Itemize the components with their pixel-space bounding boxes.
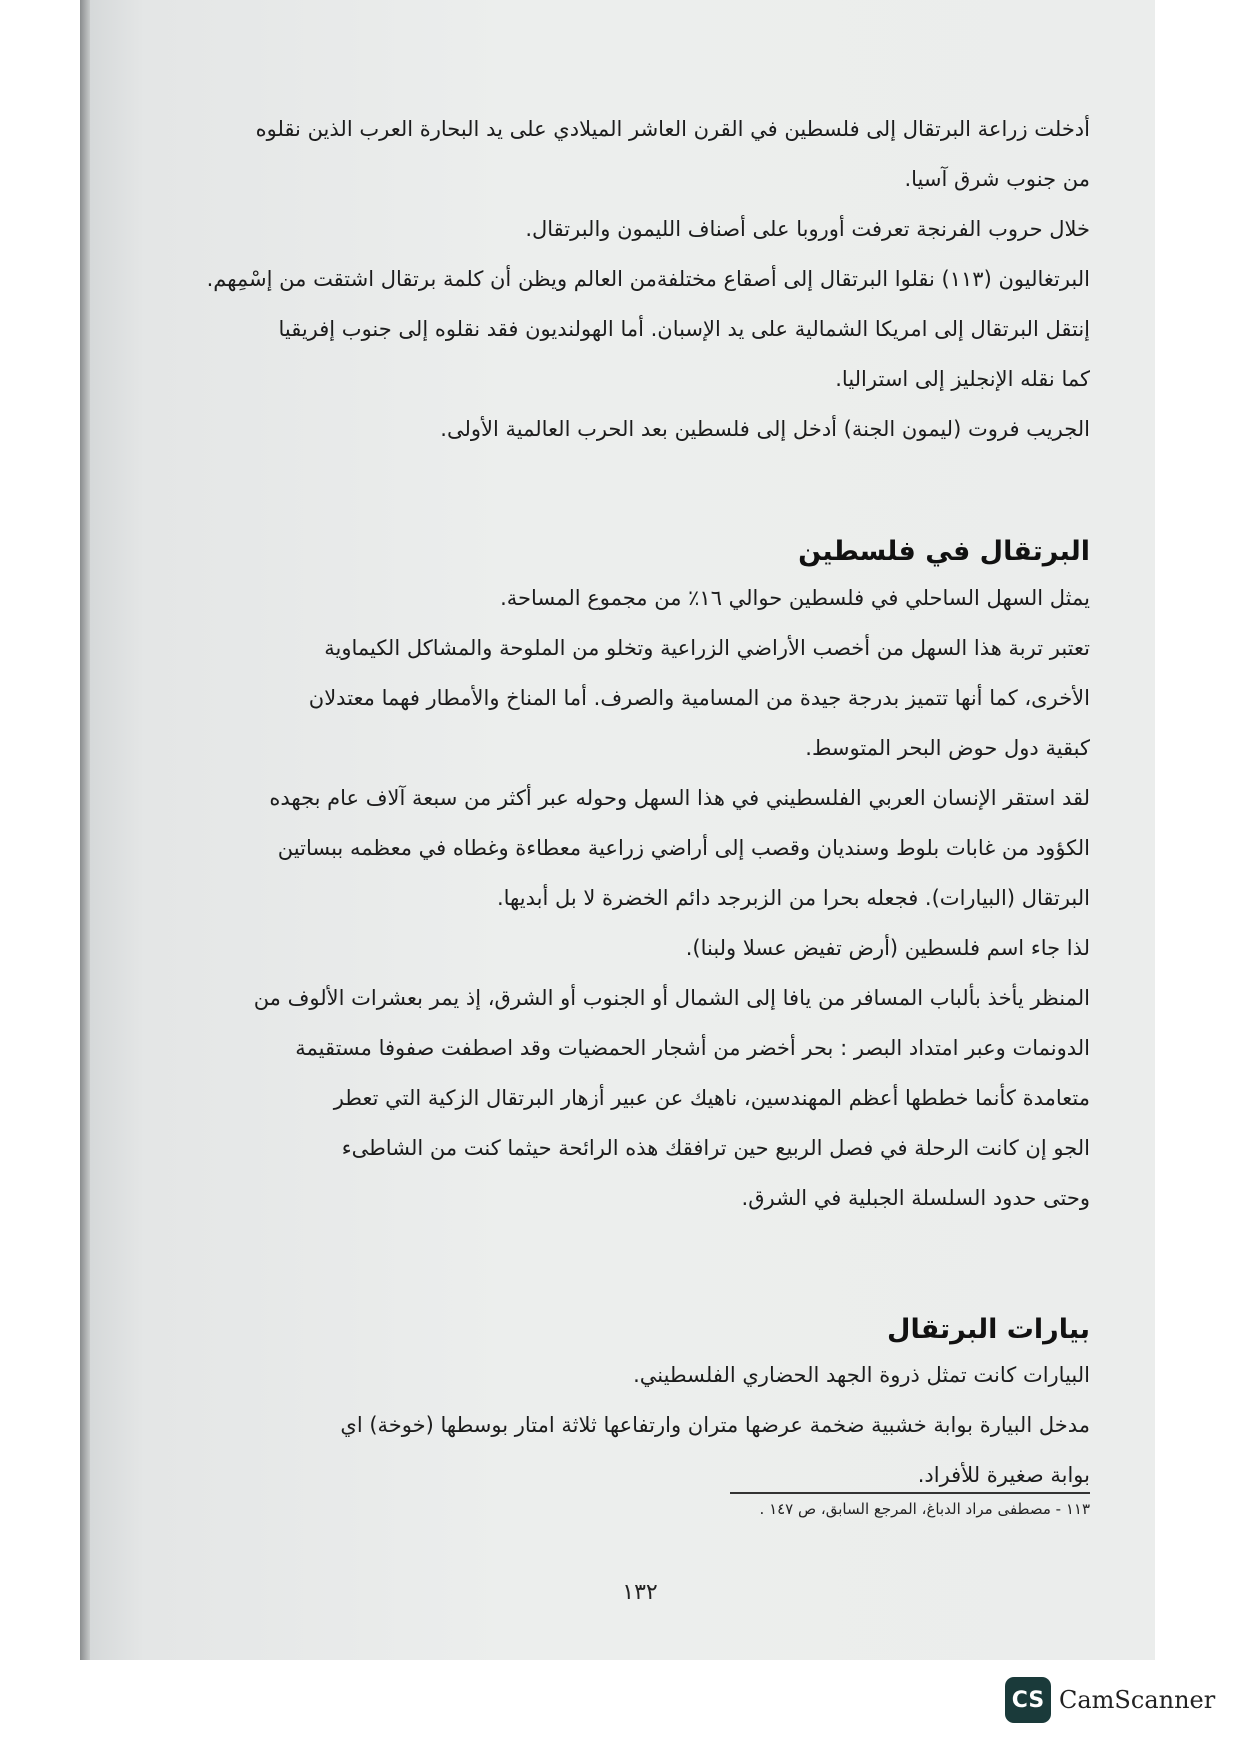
text-line: لذا جاء اسم فلسطين (أرض تفيض عسلا ولبنا). — [685, 936, 1090, 960]
text-line: أدخلت زراعة البرتقال إلى فلسطين في القرن العاشر الميلادي على يد البحارة العرب الذين نقلوه — [255, 117, 1090, 141]
section-heading-palestine: البرتقال في فلسطين — [798, 536, 1090, 567]
text-line: الجريب فروت (ليمون الجنة) أدخل إلى فلسطين بعد الحرب العالمية الأولى. — [440, 417, 1090, 441]
intro-section — [140, 104, 1090, 454]
text-line: البرتغاليون (١١٣) نقلوا البرتقال إلى أصقاع مختلفةمن العالم ويظن أن كلمة برتقال اشتقت من إسْمِهم. — [206, 267, 1090, 291]
text-line: متعامدة كأنما خططها أعظم المهندسين، ناهيك عن عبير أزهار البرتقال الزكية التي تعطر — [333, 1086, 1090, 1110]
palestine-section — [140, 573, 1090, 1223]
orchards-section — [140, 1350, 1090, 1500]
text-line: البيارات كانت تمثل ذروة الجهد الحضاري الفلسطيني. — [633, 1363, 1090, 1387]
text-line: من جنوب شرق آسيا. — [904, 167, 1090, 191]
text-line: الدونمات وعبر امتداد البصر : بحر أخضر من أشجار الحمضيات وقد اصطفت صفوفا مستقيمة — [295, 1036, 1090, 1060]
text-line: يمثل السهل الساحلي في فلسطين حوالي ١٦٪ من مجموع المساحة. — [500, 586, 1090, 610]
text-line: وحتى حدود السلسلة الجبلية في الشرق. — [741, 1186, 1090, 1210]
text-line: البرتقال (البيارات). فجعله بحرا من الزبرجد دائم الخضرة لا بل أبديها. — [496, 886, 1090, 910]
camscanner-logo-icon: CS — [1005, 1677, 1051, 1723]
text-line: كبقية دول حوض البحر المتوسط. — [805, 736, 1090, 760]
text-line: لقد استقر الإنسان العربي الفلسطيني في هذا السهل وحوله عبر أكثر من سبعة آلاف عام بجهده — [269, 786, 1090, 810]
text-line: مدخل البيارة بوابة خشبية ضخمة عرضها متران وارتفاعها ثلاثة امتار بوسطها (خوخة) اي — [340, 1413, 1090, 1437]
section-heading-orchards: بيارات البرتقال — [887, 1314, 1090, 1345]
text-line: تعتبر تربة هذا السهل من أخصب الأراضي الزراعية وتخلو من الملوحة والمشاكل الكيماوية — [324, 636, 1090, 660]
text-line: إنتقل البرتقال إلى امريكا الشمالية على يد الإسبان. أما الهولنديون فقد نقلوه إلى جنوب إفريقيا — [278, 317, 1090, 341]
camscanner-watermark — [1005, 1677, 1215, 1723]
camscanner-name: CamScanner — [1059, 1686, 1216, 1714]
footnote-divider — [730, 1492, 1090, 1494]
text-line: الأخرى، كما أنها تتميز بدرجة جيدة من المسامية والصرف. أما المناخ والأمطار فهما معتدلان — [308, 686, 1090, 710]
footnote: ١١٣ - مصطفى مراد الدباغ، المرجع السابق، ص ١٤٧ . — [759, 1500, 1090, 1518]
text-line: المنظر يأخذ بألباب المسافر من يافا إلى الشمال أو الجنوب أو الشرق، إذ يمر بعشرات الألوف من — [253, 986, 1090, 1010]
text-line: الكؤود من غابات بلوط وسنديان وقصب إلى أراضي زراعية معطاءة وغطاه في معظمه ببساتين — [277, 836, 1090, 860]
text-line: بوابة صغيرة للأفراد. — [917, 1463, 1090, 1487]
text-line: الجو إن كانت الرحلة في فصل الربيع حين ترافقك هذه الرائحة حيثما كنت من الشاطىء — [341, 1136, 1090, 1160]
text-line: خلال حروب الفرنجة تعرفت أوروبا على أصناف الليمون والبرتقال. — [525, 217, 1090, 241]
page-number: ١٣٢ — [622, 1580, 658, 1605]
text-line: كما نقله الإنجليز إلى استراليا. — [835, 367, 1090, 391]
